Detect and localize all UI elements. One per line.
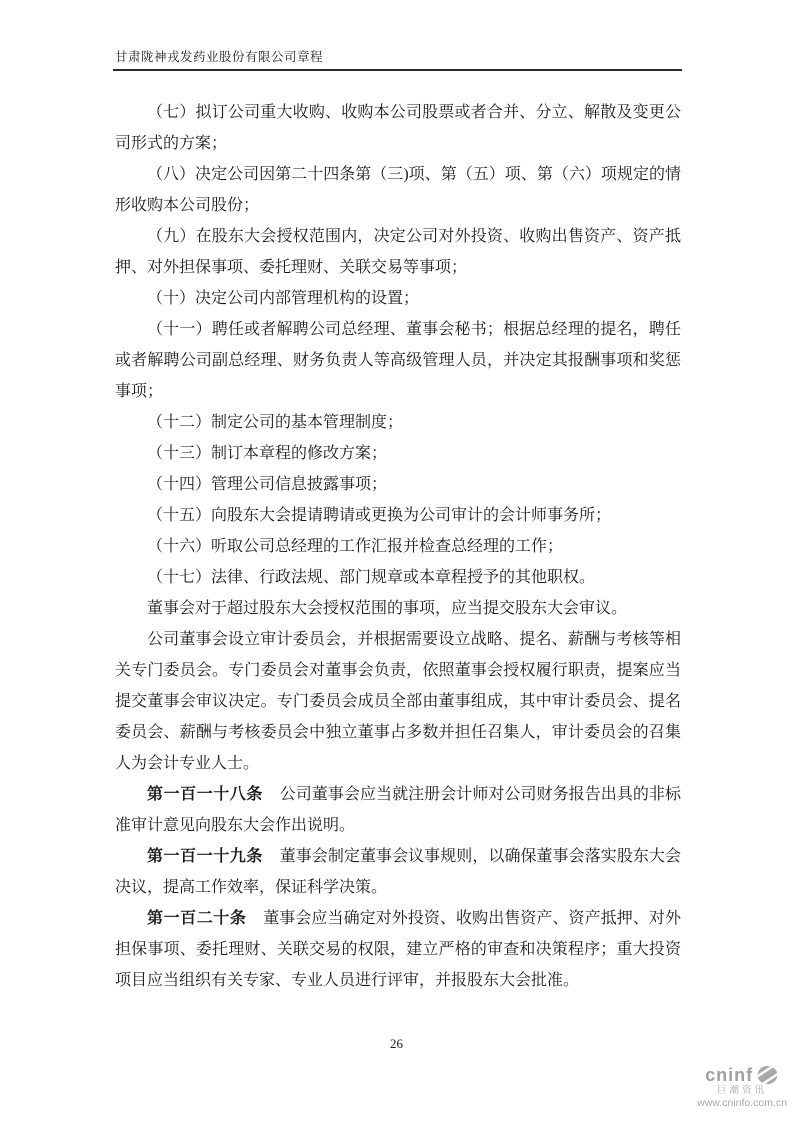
paragraph-text: （十）决定公司内部管理机构的设置； [147, 290, 420, 307]
paragraph [115, 283, 681, 314]
paragraph-text: 董事会对于超过股东大会授权范围的事项，应当提交股东大会审议。 [147, 600, 628, 617]
paragraph [115, 624, 681, 779]
paragraph-text: （十一）聘任或者解聘公司总经理、董事会秘书；根据总经理的提名，聘任或者解聘公司副总经理、财务负责人等高级管理人员，并决定其报酬事项和奖惩事项； [115, 321, 681, 400]
paragraph-text: （十六）听取公司总经理的工作汇报并检查总经理的工作； [147, 538, 564, 555]
paragraph-text: （十二）制定公司的基本管理制度； [147, 414, 404, 431]
article-number: 第一百二十条 [147, 910, 247, 927]
paragraph-text: 董事会制定董事会议事规则，以确保董事会落实股东大会决议，提高工作效率，保证科学决策。 [115, 848, 681, 896]
cninfo-url: www.cninfo.com.cn [697, 1097, 787, 1109]
paragraph [115, 438, 681, 469]
paragraph-text: 公司董事会设立审计委员会，并根据需要设立战略、提名、薪酬与考核等相关专门委员会。专门委员会对董事会负责，依照董事会授权履行职责，提案应当提交董事会审议决定。专门委员会成员全部由董事组成，其中审计委员会、提名委员会、薪酬与考核委员会中独立董事占多数并担任召集人，审计委员会的召集人为会计专业人士。 [115, 631, 681, 772]
paragraph [115, 593, 681, 624]
paragraph [115, 841, 681, 903]
paragraph [115, 500, 681, 531]
document-body [115, 97, 681, 996]
paragraph [115, 469, 681, 500]
paragraph [115, 159, 681, 221]
paragraph-text: 公司董事会应当就注册会计师对公司财务报告出具的非标准审计意见向股东大会作出说明。 [115, 786, 681, 834]
paragraph [115, 221, 681, 283]
document-header-title: 甘肃陇神戎发药业股份有限公司章程 [115, 50, 324, 64]
paragraph-text: （十三）制订本章程的修改方案； [147, 445, 388, 462]
paragraph [115, 97, 681, 159]
paragraph-text: （十五）向股东大会提请聘请或更换为公司审计的会计师事务所； [147, 507, 612, 524]
article-number: 第一百一十八条 [147, 786, 263, 803]
cninfo-logo-icon [756, 1065, 779, 1085]
paragraph-text: （十七）法律、行政法规、部门规章或本章程授予的其他职权。 [147, 569, 596, 586]
cninfo-watermark [697, 1065, 787, 1110]
cninfo-brand-row [705, 1065, 779, 1085]
paragraph [115, 407, 681, 438]
paragraph [115, 314, 681, 407]
paragraph [115, 531, 681, 562]
page-number: 26 [390, 1036, 403, 1051]
paragraph [115, 779, 681, 841]
paragraph [115, 562, 681, 593]
paragraph-text: （八）决定公司因第二十四条第（三)项、第（五）项、第（六）项规定的情形收购本公司股份； [115, 166, 681, 214]
cninfo-brand-text: cninf [705, 1065, 754, 1085]
paragraph-text: 董事会应当确定对外投资、收购出售资产、资产抵押、对外担保事项、委托理财、关联交易的权限，建立严格的审查和决策程序；重大投资项目应当组织有关专家、专业人员进行评审，并报股东大会批准。 [115, 910, 681, 989]
paragraph-text: （七）拟订公司重大收购、收购本公司股票或者合并、分立、解散及变更公司形式的方案； [115, 104, 681, 152]
paragraph-text: （九）在股东大会授权范围内，决定公司对外投资、收购出售资产、资产抵押、对外担保事项、委托理财、关联交易等事项； [115, 228, 681, 276]
article-number: 第一百一十九条 [147, 848, 263, 865]
paragraph [115, 903, 681, 996]
header-divider [113, 69, 682, 71]
cninfo-name-cn: 巨潮资讯 [717, 1085, 768, 1096]
paragraph-text: （十四）管理公司信息披露事项； [147, 476, 388, 493]
